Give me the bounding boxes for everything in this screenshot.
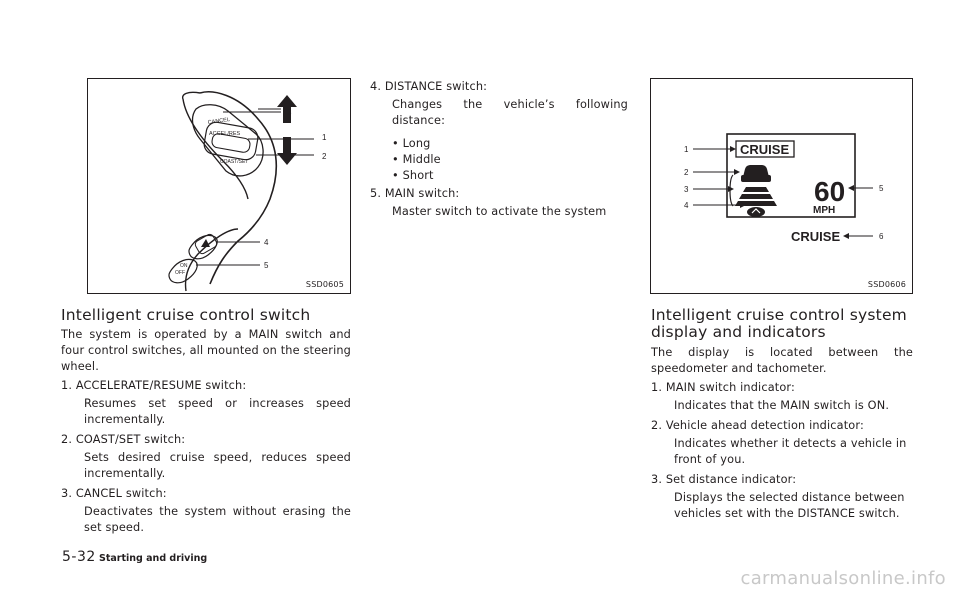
watermark: carmanualsonline.info bbox=[740, 568, 946, 589]
speed-unit: MPH bbox=[813, 205, 836, 216]
callout-5: 5 bbox=[264, 261, 269, 270]
coast-label: COAST/SET bbox=[220, 159, 249, 165]
callout-6: 6 bbox=[879, 232, 884, 241]
cruise-lamp-label: CRUISE bbox=[791, 229, 841, 244]
callout-4: 4 bbox=[684, 201, 689, 210]
accel-label: ACCEL/RES bbox=[209, 131, 241, 137]
item-head-main-indicator: 1. MAIN switch indicator: bbox=[651, 381, 795, 394]
figure-code: SSD0605 bbox=[305, 280, 344, 289]
callout-1: 1 bbox=[322, 133, 327, 142]
item-body-cancel: Deactivates the system without erasing the set speed. bbox=[84, 505, 351, 534]
item-body-set-distance: Displays the selected distance between vehicles set with the DISTANCE switch. bbox=[674, 491, 905, 520]
cruise-box-label: CRUISE bbox=[740, 142, 790, 157]
page-number: 5-32 bbox=[62, 549, 96, 565]
bullet-short: • Short bbox=[392, 169, 434, 182]
item-head-set-distance: 3. Set distance indicator: bbox=[651, 473, 797, 486]
bullet-middle: • Middle bbox=[392, 153, 441, 166]
cancel-label: CANCEL bbox=[207, 116, 231, 126]
speed-value: 60 bbox=[814, 176, 846, 207]
heading-display-line1: Intelligent cruise control system bbox=[651, 306, 907, 324]
item-head-cancel: 3. CANCEL switch: bbox=[61, 487, 167, 500]
item-body-distance: Changes the vehicle’s following distance: bbox=[392, 98, 628, 127]
item-body-main: Master switch to activate the system bbox=[392, 205, 607, 218]
off-label: OFF bbox=[175, 270, 185, 276]
item-body-coast: Sets desired cruise speed, reduces speed incrementally. bbox=[84, 451, 351, 480]
heading-switch: Intelligent cruise control switch bbox=[61, 306, 311, 324]
figure-code: SSD0606 bbox=[867, 280, 906, 289]
callout-5: 5 bbox=[879, 184, 884, 193]
callout-1: 1 bbox=[684, 145, 689, 154]
section-title: Starting and driving bbox=[99, 553, 208, 564]
callout-3: 3 bbox=[287, 108, 292, 117]
figure-steering-switches bbox=[87, 78, 351, 294]
item-head-distance: 4. DISTANCE switch: bbox=[370, 80, 488, 93]
intro-switch: The system is operated by a MAIN switch and four control switches, all mounted on the steering wheel. bbox=[61, 328, 351, 373]
item-head-main: 5. MAIN switch: bbox=[370, 187, 460, 200]
item-head-vehicle-ahead: 2. Vehicle ahead detection indicator: bbox=[651, 419, 864, 432]
steering-wheel-illustration bbox=[88, 79, 350, 293]
cruise-display-illustration bbox=[651, 79, 912, 293]
item-head-coast: 2. COAST/SET switch: bbox=[61, 433, 186, 446]
item-body-accel: Resumes set speed or increases speed incrementally. bbox=[84, 397, 351, 426]
figure-cruise-display bbox=[650, 78, 913, 294]
item-body-main-indicator: Indicates that the MAIN switch is ON. bbox=[674, 399, 890, 412]
callout-3: 3 bbox=[684, 185, 689, 194]
item-head-accel: 1. ACCELERATE/RESUME switch: bbox=[61, 379, 247, 392]
on-label: ON bbox=[180, 263, 188, 269]
intro-display: The display is located between the speedometer and tachometer. bbox=[651, 346, 913, 375]
bullet-long: • Long bbox=[392, 137, 431, 150]
callout-2: 2 bbox=[684, 168, 689, 177]
heading-display-line2: display and indicators bbox=[651, 323, 826, 341]
callout-2: 2 bbox=[322, 152, 327, 161]
item-body-vehicle-ahead: Indicates whether it detects a vehicle in front of you. bbox=[674, 437, 907, 466]
callout-4: 4 bbox=[264, 238, 269, 247]
